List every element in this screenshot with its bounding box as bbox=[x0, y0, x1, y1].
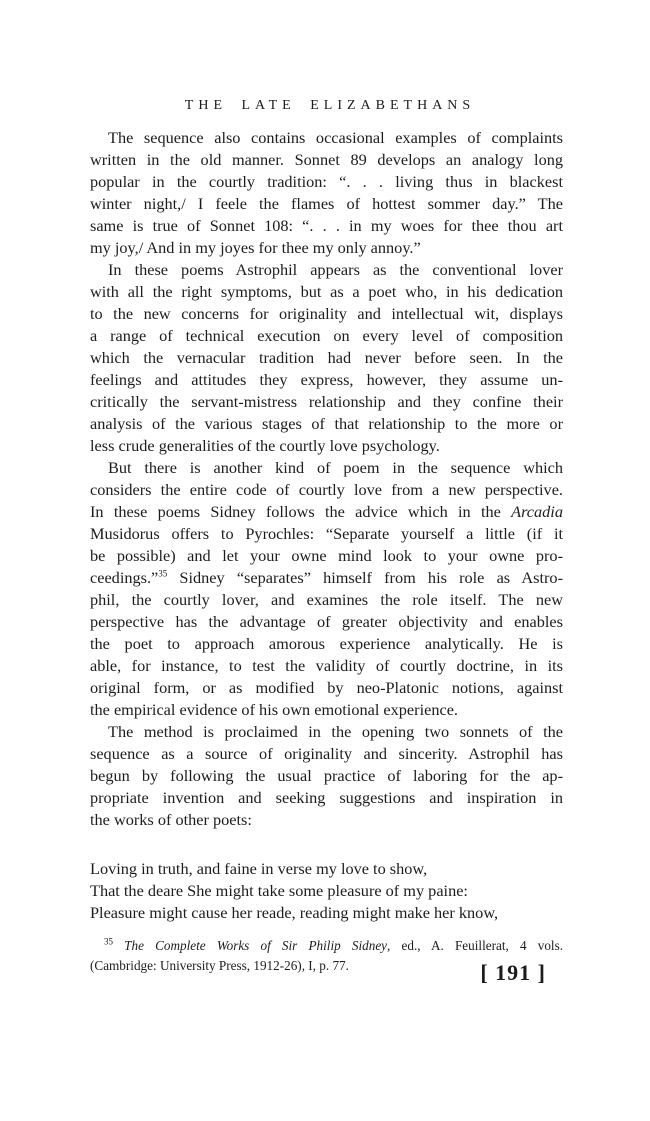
text-line: begun by following the usual practice of laboring for the ap- bbox=[90, 766, 563, 785]
text-line: analysis of the various stages of that relationship to the more or bbox=[90, 414, 563, 433]
text-line: The sequence also contains occasional examples of complaints bbox=[108, 128, 563, 147]
text-line: The method is proclaimed in the opening two sonnets of the bbox=[108, 722, 563, 741]
running-head: THE LATE ELIZABETHANS bbox=[184, 98, 476, 113]
text-line: able, for instance, to test the validity of courtly doctrine, in its bbox=[90, 656, 563, 675]
verse-line: Loving in truth, and faine in verse my love to show, bbox=[90, 859, 428, 878]
text-line: a range of technical execution on every level of composition bbox=[90, 326, 563, 345]
body-text bbox=[90, 127, 563, 831]
text-line: propriate invention and seeking suggestions and inspiration in bbox=[90, 788, 563, 807]
text-line: sequence as a source of originality and sincerity. Astrophil has bbox=[90, 744, 563, 763]
text-line: perspective has the advantage of greater objectivity and enables bbox=[90, 612, 563, 631]
text-segment: In these poems Sidney follows the advice which in the bbox=[90, 502, 501, 521]
text-line bbox=[90, 567, 563, 589]
text-line: with all the right symptoms, but as a poet who, in his dedication bbox=[90, 282, 563, 301]
text-line: less crude generalities of the courtly love psychology. bbox=[90, 436, 440, 455]
text-line: the poet to approach amorous experience analytically. He is bbox=[90, 634, 563, 653]
verse-quotation bbox=[90, 858, 570, 924]
footnote-number: 35 bbox=[104, 936, 113, 947]
footnote-reference: 35 bbox=[158, 568, 168, 579]
footnote-line bbox=[90, 936, 563, 956]
text-segment: Sidney “separates” himself from his role as Astro- bbox=[167, 568, 563, 587]
footnote-text: , ed., A. Feuillerat, 4 vols. bbox=[387, 938, 564, 953]
footnote-title: The Complete Works of Sir Philip Sidney bbox=[124, 938, 388, 953]
text-line: same is true of Sonnet 108: “. . . in my woes for thee thou art bbox=[90, 216, 563, 235]
text-line: considers the entire code of courtly love from a new perspective. bbox=[90, 480, 563, 499]
text-line: written in the old manner. Sonnet 89 develops an analogy long bbox=[90, 150, 563, 169]
text-line: which the vernacular tradition had never before seen. In the bbox=[90, 348, 563, 367]
text-line: phil, the courtly lover, and examines the role itself. The new bbox=[90, 590, 563, 609]
text-line: But there is another kind of poem in the sequence which bbox=[108, 458, 563, 477]
text-line: the empirical evidence of his own emotional experience. bbox=[90, 700, 458, 719]
verse-line: Pleasure might cause her reade, reading might make her know, bbox=[90, 903, 499, 922]
text-line: popular in the courtly tradition: “. . . living thus in blackest bbox=[90, 172, 563, 191]
text-line: to the new concerns for originality and intellectual wit, displays bbox=[90, 304, 563, 323]
text-line: feelings and attitudes they express, however, they assume un- bbox=[90, 370, 563, 389]
footnote-line: (Cambridge: University Press, 1912-26), I, p. 77. bbox=[90, 958, 349, 973]
text-segment: ceedings.” bbox=[90, 568, 159, 587]
text-line: be possible) and let your owne mind look to your owne pro- bbox=[90, 546, 563, 565]
text-line: In these poems Astrophil appears as the conventional lover bbox=[108, 260, 563, 279]
text-line: the works of other poets: bbox=[90, 810, 252, 829]
text-line: winter night,/ I feele the flames of hottest sommer day.” The bbox=[90, 194, 563, 213]
text-line: my joy,/ And in my joyes for thee my only annoy.” bbox=[90, 238, 421, 257]
text-line: critically the servant-mistress relationship and they confine their bbox=[90, 392, 563, 411]
italic-title: Arcadia bbox=[511, 502, 563, 521]
text-line: original form, or as modified by neo-Platonic notions, against bbox=[90, 678, 563, 697]
page-number: [ 191 ] bbox=[480, 960, 546, 985]
text-line: Musidorus offers to Pyrochles: “Separate yourself a little (if it bbox=[90, 524, 563, 543]
text-line bbox=[90, 501, 563, 523]
verse-line: That the deare She might take some pleasure of my paine: bbox=[90, 881, 468, 900]
